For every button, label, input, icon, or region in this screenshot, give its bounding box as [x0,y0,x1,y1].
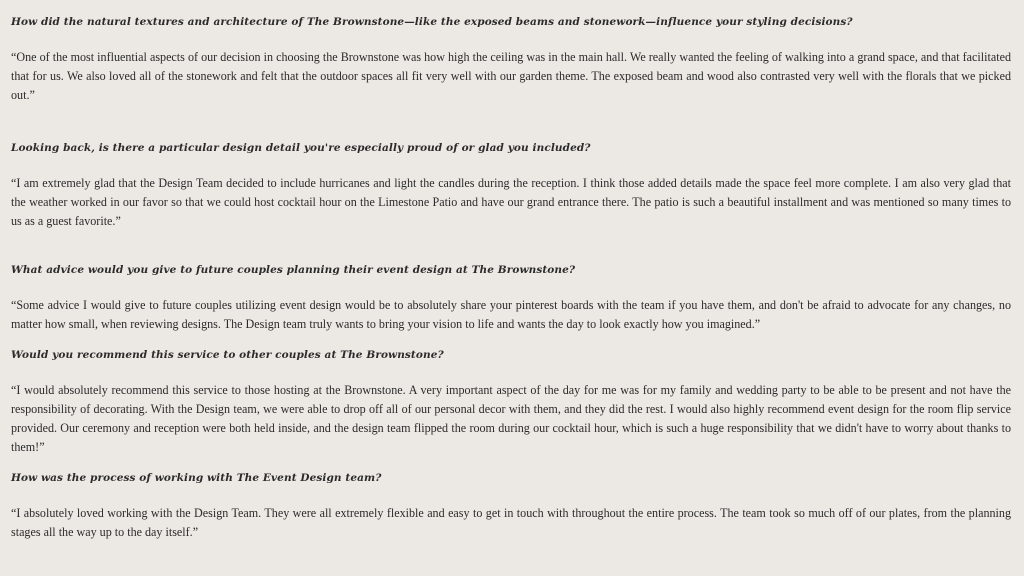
answer-paragraph: “I absolutely loved working with the Design Team. They were all extremely flexible and easy to get in touch with throughout the entire process. The team took so much off of our plates, from the planning stages all the way up to the day itself.” [11,506,1011,539]
qa-item [11,16,1011,105]
qa-item [11,472,1011,542]
answer-paragraph: “Some advice I would give to future couples utilizing event design would be to absolutely share your pinterest boards with the team if you have them, and don't be afraid to advocate for any changes, no matter how small, when reviewing designs. The Design team truly wants to bring your vision to life and wants the day to look exactly how you imagined.” [11,298,1011,331]
question-heading: Would you recommend this service to other couples at The Brownstone? [11,349,444,361]
qa-item [11,264,1011,334]
question-heading: Looking back, is there a particular design detail you're especially proud of or glad you included? [11,142,591,154]
answer-paragraph: “One of the most influential aspects of our decision in choosing the Brownstone was how high the ceiling was in the main hall. We really wanted the feeling of walking into a grand space, and that facilitated that for us. We also loved all of the stonework and felt that the outdoor spaces all fit very well with our garden theme. The exposed beam and wood also contrasted very well with the florals that we picked out.” [11,50,1011,102]
qa-item [11,142,1011,231]
answer-paragraph: “I am extremely glad that the Design Team decided to include hurricanes and light the candles during the reception. I think those added details made the space feel more complete. I am also very glad that the weather worked in our favor so that we could host cocktail hour on the Limestone Patio and have our grand entrance there. The patio is such a beautiful installment and was mentioned so many times to us as a guest favorite.” [11,176,1011,228]
question-heading: How was the process of working with The Event Design team? [11,472,382,484]
question-heading: How did the natural textures and architecture of The Brownstone—like the exposed beams and stonework—influence your styling decisions? [11,16,853,28]
question-heading: What advice would you give to future couples planning their event design at The Brownstone? [11,264,576,276]
answer-paragraph: “I would absolutely recommend this service to those hosting at the Brownstone. A very important aspect of the day for me was for my family and wedding party to be able to be present and not have the responsibility of decorating. With the Design team, we were able to drop off all of our personal decor with them, and they did the rest. I would also highly recommend event design for the room flip service provided. Our ceremony and reception were both held inside, and the design team flipped the room during our cocktail hour, which is such a huge responsibility that we didn't have to worry about thanks to them!” [11,383,1011,454]
qa-item [11,349,1011,457]
